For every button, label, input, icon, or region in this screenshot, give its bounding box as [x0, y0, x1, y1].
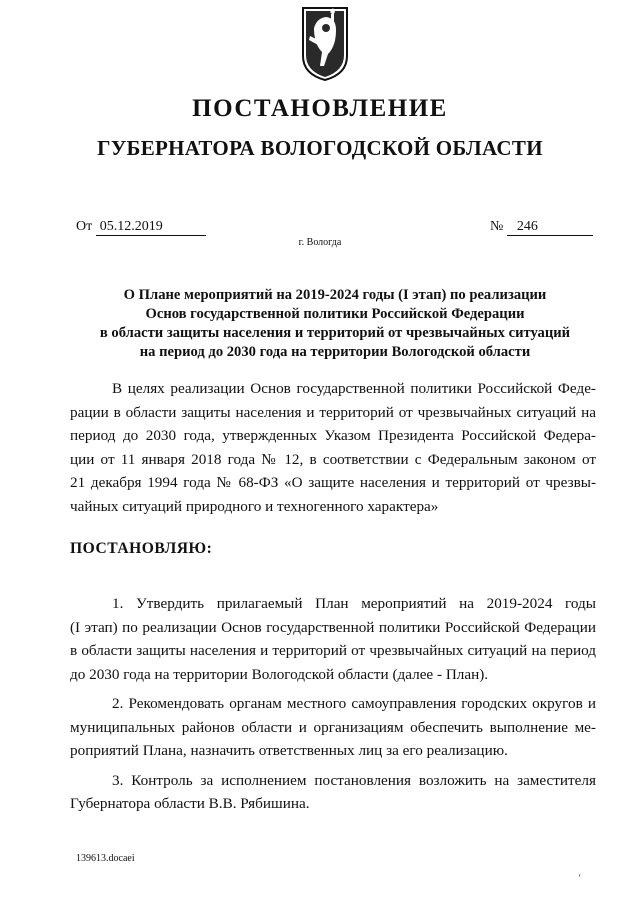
- document-issuer: ГУБЕРНАТОРА ВОЛОГОДСКОЙ ОБЛАСТИ: [97, 136, 543, 160]
- document-title: ПОСТАНОВЛЕНИЕ: [192, 95, 448, 122]
- item-1-line: в области защиты населения и территорий от чрезвычайных ситуаций на период: [70, 642, 596, 659]
- number-value: 246: [507, 219, 593, 236]
- item-2-line: роприятий Плана, назначить ответственных лиц за его реализацию.: [70, 742, 508, 759]
- resolution-items: [70, 592, 596, 816]
- preamble-line: рации в области защиты населения и территорий от чрезвычайных ситуаций на: [70, 403, 596, 421]
- preamble-line: период до 2030 года, утвержденных Указом Президента Российской Федера-: [70, 427, 596, 444]
- number-field: [490, 219, 593, 236]
- heading-line: в области защиты населения и территорий от чрезвычайных ситуаций: [99, 325, 571, 341]
- item-3-line: 3. Контроль за исполнением постановления возложить на заместителя: [112, 771, 596, 789]
- preamble-line: 21 декабря 1994 года № 68-ФЗ «О защите населения и территорий от чрезвы-: [70, 474, 596, 491]
- item-3-line: Губернатора области В.В. Рябишина.: [70, 795, 310, 812]
- city-label: г. Вологда: [298, 237, 342, 248]
- resolution-heading: [60, 286, 610, 362]
- heading-line: Основ государственной политики Российской Федерации: [145, 306, 525, 322]
- preamble-paragraph: [70, 377, 596, 518]
- item-1-line: до 2030 года на территории Вологодской области (далее - План).: [70, 665, 489, 683]
- date-value: 05.12.2019: [96, 219, 206, 236]
- item-2-line: муниципальных районов области и организациям обеспечить выполнение ме-: [70, 718, 596, 736]
- file-code: 139613.docaei: [76, 853, 135, 864]
- preamble-line: чайных ситуаций природного и техногенного характера»: [70, 497, 439, 515]
- heading-line: О Плане мероприятий на 2019-2024 годы (I этап) по реализации: [123, 287, 547, 303]
- preamble-line: ции от 11 января 2018 года № 12, в соответствии с Федеральным законом от: [70, 450, 596, 468]
- coat-of-arms-icon: [300, 6, 350, 82]
- preamble-line: В целях реализации Основ государственной политики Российской Феде-: [112, 380, 596, 397]
- item-1-line: (I этап) по реализации Основ государственной политики Российской Федерации: [70, 618, 596, 636]
- item-2-line: 2. Рекомендовать органам местного самоуправления городских округов и: [112, 695, 596, 712]
- decree-word: ПОСТАНОВЛЯЮ:: [70, 540, 213, 557]
- date-prefix: От: [76, 219, 93, 234]
- item-1-line: 1. Утвердить прилагаемый План мероприятий на 2019-2024 годы: [112, 595, 596, 612]
- heading-line: на период до 2030 года на территории Вологодской области: [139, 344, 531, 360]
- date-field: [76, 219, 206, 236]
- scan-mark: ʻ: [578, 873, 582, 884]
- number-prefix: №: [490, 219, 504, 234]
